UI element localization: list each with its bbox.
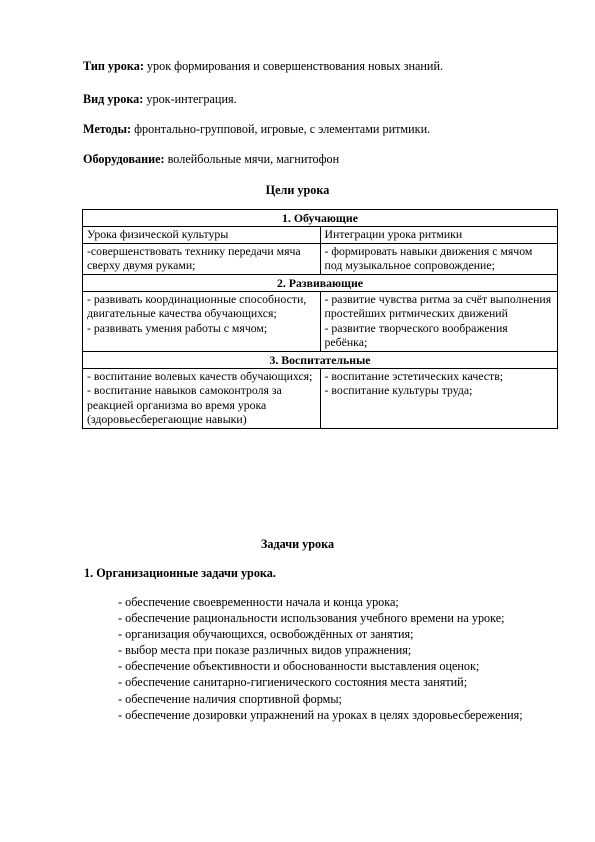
goal-item: - развитие творческого воображения ребёнка; — [324, 320, 508, 350]
list-item: - организация обучающихся, освобождённых от занятия; — [118, 627, 414, 642]
lesson-kind-label: Вид урока: — [83, 92, 144, 106]
goal-item: - воспитание эстетических качеств; — [324, 369, 504, 384]
list-item: - обеспечение объективности и обоснованности выставления оценок; — [118, 659, 480, 674]
table-cell — [320, 243, 558, 274]
table-row — [83, 227, 558, 243]
list-item: - обеспечение своевременности начала и конца урока; — [118, 595, 399, 609]
table-row — [83, 292, 558, 352]
column-header-pe: Урока физической культуры — [83, 227, 321, 243]
column-header-rhythmics: Интеграции урока ритмики — [320, 227, 558, 243]
goal-item: - воспитание культуры труда; — [324, 383, 473, 398]
table-cell — [83, 369, 321, 429]
table-row — [83, 210, 558, 227]
goal-item: - развитие чувства ритма за счёт выполнения простейших ритмических движений — [324, 292, 552, 321]
section-header-educational: 3. Воспитательные — [83, 351, 558, 368]
methods-line — [83, 122, 430, 137]
lesson-type-value: урок формирования и совершенствования новых знаний. — [143, 59, 444, 73]
tasks-title: Задачи урока — [260, 537, 335, 551]
equipment-line — [83, 152, 339, 167]
lesson-kind-value: урок-интеграция. — [143, 92, 237, 106]
goals-title: Цели урока — [265, 183, 330, 197]
goals-table — [82, 209, 558, 429]
table-row — [83, 351, 558, 368]
list-item: - обеспечение наличия спортивной формы; — [118, 691, 342, 706]
list-item: - обеспечение санитарно-гигиенического состояния места занятий; — [118, 675, 468, 690]
table-cell — [83, 292, 321, 352]
section-header-developing: 2. Развивающие — [83, 274, 558, 291]
tasks-list — [118, 594, 533, 723]
list-item: - обеспечение дозировки упражнений на уроках в целях здоровьесбережения; — [118, 707, 523, 722]
list-item: - обеспечение рациональности использования учебного времени на уроке; — [118, 611, 505, 626]
table-cell — [320, 292, 558, 352]
list-item: - выбор места при показе различных видов упражнения; — [118, 643, 412, 658]
goal-item: - развивать координационные способности, двигательные качества обучающихся; — [87, 292, 307, 321]
methods-value: фронтально-групповой, игровые, с элементами ритмики. — [131, 122, 431, 136]
goal-item: - воспитание волевых качеств обучающихся; — [87, 369, 313, 384]
equipment-value: волейбольные мячи, магнитофон — [164, 152, 340, 166]
table-cell — [83, 243, 321, 274]
goal-item: - воспитание навыков самоконтроля за реакцией организма во время урока (здоровьесберегающие навыки) — [87, 383, 282, 427]
table-row — [83, 243, 558, 274]
methods-label: Методы: — [83, 122, 132, 136]
lesson-type-line — [83, 59, 443, 74]
goal-item: -совершенствовать технику передачи мяча сверху двумя руками; — [87, 243, 301, 273]
goal-item: - формировать навыки движения с мячом под музыкальное сопровождение; — [324, 243, 533, 273]
tasks-group-heading: 1. Организационные задачи урока. — [84, 566, 276, 580]
lesson-kind-line — [83, 92, 237, 107]
table-row — [83, 369, 558, 429]
section-header-teaching: 1. Обучающие — [83, 210, 558, 227]
equipment-label: Оборудование: — [83, 152, 165, 166]
lesson-type-label: Тип урока: — [83, 59, 144, 73]
goal-item: - развивать умения работы с мячом; — [87, 320, 268, 335]
table-cell — [320, 369, 558, 429]
table-row — [83, 274, 558, 291]
